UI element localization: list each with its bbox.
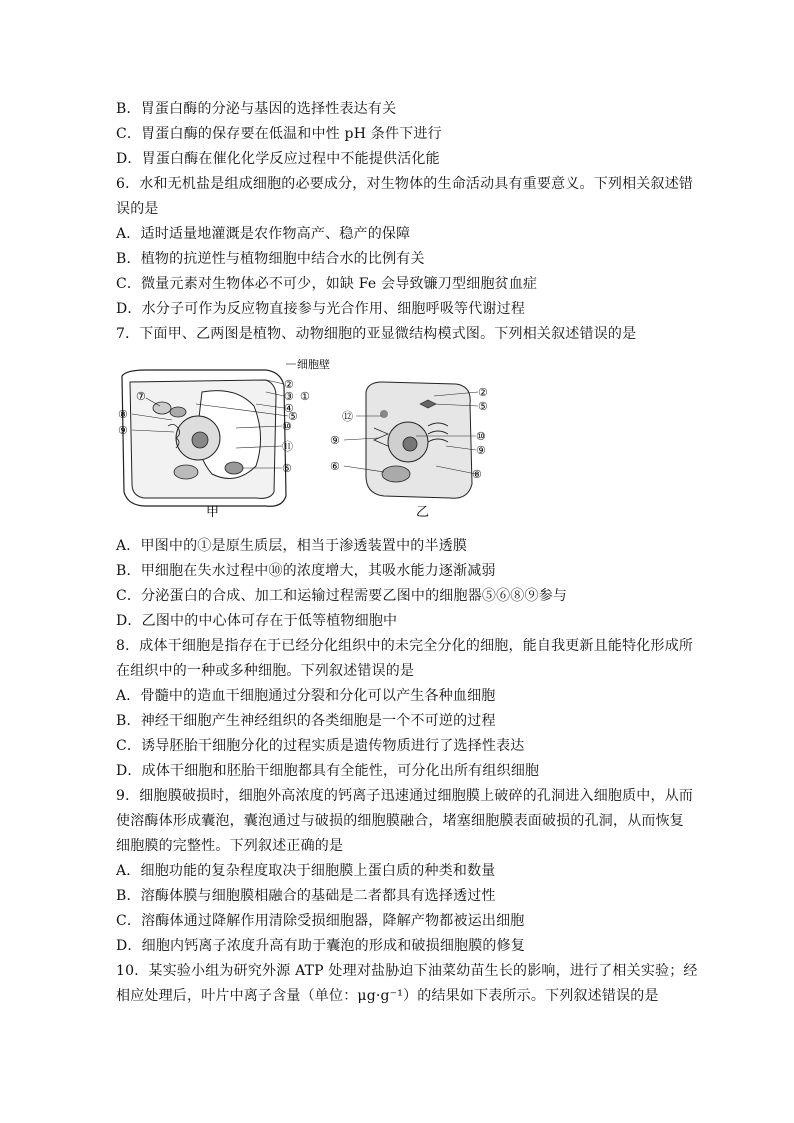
- marker: ⑩: [476, 430, 486, 443]
- marker: ⑨: [330, 434, 340, 447]
- text-line: 在组织中的一种或多种细胞。下列叙述错误的是: [116, 663, 415, 679]
- option: A．适时适量地灌溉是农作物高产、稳产的保障: [116, 226, 411, 242]
- option: A．甲图中的①是原生质层，相当于渗透装置中的半透膜: [116, 538, 468, 554]
- option: B．植物的抗逆性与植物细胞中结合水的比例有关: [116, 251, 425, 267]
- marker: ③: [284, 390, 294, 403]
- option: D．细胞内钙离子浓度升高有助于囊泡的形成和破损细胞膜的修复: [116, 938, 526, 954]
- marker: ⑥: [282, 462, 292, 475]
- text-line: 细胞膜的完整性。下列叙述正确的是: [116, 838, 344, 854]
- marker: ⑦: [136, 390, 146, 403]
- option: A．骨髓中的造血干细胞通过分裂和分化可以产生各种血细胞: [116, 688, 496, 704]
- marker: ⑪: [282, 440, 293, 453]
- text-line: B．胃蛋白酶的分泌与基因的选择性表达有关: [116, 101, 397, 117]
- question-6: 6．水和无机盐是组成细胞的必要成分，对生物体的生命活动具有重要意义。下列相关叙述错: [116, 176, 694, 192]
- option: B．甲细胞在失水过程中⑩的浓度增大，其吸水能力逐渐减弱: [116, 563, 496, 579]
- question-9: 9．细胞膜破损时，细胞外高浓度的钙离子迅速通过细胞膜上破碎的孔洞进入细胞质中，从而: [116, 788, 694, 804]
- question-10: 10．某实验小组为研究外源 ATP 处理对盐胁迫下油菜幼苗生长的影响，进行了相关实验；经: [116, 963, 698, 979]
- cell-structure-figure: [116, 356, 516, 521]
- text-line: D．胃蛋白酶在催化化学反应过程中不能提供活化能: [116, 151, 440, 167]
- marker: ⑤: [478, 400, 488, 413]
- animal-cell-diagram: [330, 382, 488, 520]
- option: C．分泌蛋白的合成、加工和运输过程需要乙图中的细胞器⑤⑥⑧⑨参与: [116, 588, 568, 604]
- option: D．乙图中的中心体可存在于低等植物细胞中: [116, 613, 398, 629]
- option: C．溶酶体通过降解作用清除受损细胞器，降解产物都被运出细胞: [116, 913, 525, 929]
- option: D．成体干细胞和胚胎干细胞都具有全能性，可分化出所有组织细胞: [116, 763, 540, 779]
- marker: ①: [300, 390, 310, 403]
- text-line: 使溶酶体形成囊泡，囊泡通过与破损的细胞膜融合，堵塞细胞膜表面破损的孔洞，从而恢复: [116, 813, 684, 829]
- marker: ②: [284, 378, 294, 391]
- question-8: 8．成体干细胞是指存在于已经分化组织中的未完全分化的细胞，能自我更新且能特化形成所: [116, 638, 694, 654]
- text-line: C．胃蛋白酶的保存要在低温和中性 pH 条件下进行: [116, 126, 442, 142]
- marker: ⑩: [282, 420, 292, 433]
- marker: ④: [284, 402, 294, 415]
- marker: ⑤: [288, 410, 298, 423]
- marker: ②: [478, 386, 488, 399]
- option: D．水分子可作为反应物直接参与光合作用、细胞呼吸等代谢过程: [116, 301, 526, 317]
- marker: ⑫: [342, 410, 353, 423]
- marker: ⑥: [330, 460, 340, 473]
- text-line: 误的是: [116, 201, 159, 217]
- marker: ⑨: [118, 424, 128, 437]
- plant-cell-diagram: [118, 358, 330, 520]
- option: B．溶酶体膜与细胞膜相融合的基础是二者都具有选择透过性: [116, 888, 496, 904]
- marker: ⑧: [472, 468, 482, 481]
- question-7: 7．下面甲、乙两图是植物、动物细胞的亚显微结构模式图。下列相关叙述错误的是: [116, 326, 637, 342]
- text-line: 相应处理后，叶片中离子含量（单位：μg·g⁻¹）的结果如下表所示。下列叙述错误的是: [116, 988, 659, 1004]
- figure-caption-right: 乙: [416, 505, 430, 520]
- option: C．诱导胚胎干细胞分化的过程实质是遗传物质进行了选择性表达: [116, 738, 525, 754]
- marker: ⑨: [476, 444, 486, 457]
- cell-wall-label: 细胞壁: [297, 358, 330, 371]
- option: C．微量元素对生物体必不可少，如缺 Fe 会导致镰刀型细胞贫血症: [116, 276, 538, 292]
- option: A．细胞功能的复杂程度取决于细胞膜上蛋白质的种类和数量: [116, 863, 496, 879]
- option: B．神经干细胞产生神经组织的各类细胞是一个不可逆的过程: [116, 713, 496, 729]
- marker: ⑧: [118, 408, 128, 421]
- figure-caption-left: 甲: [206, 505, 220, 520]
